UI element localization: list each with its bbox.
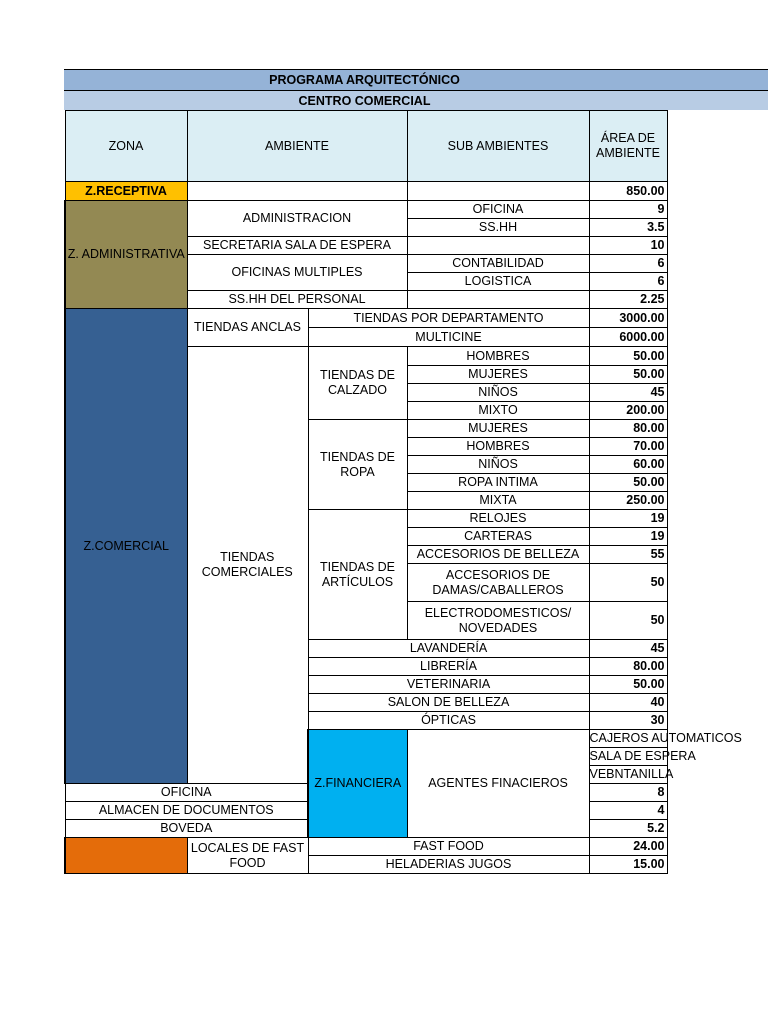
- ambiente-cell: LOCALES DE FAST FOOD: [187, 838, 308, 874]
- sub-ambiente-cell: VETERINARIA: [308, 676, 589, 694]
- sub-ambiente-cell: ACCESORIOS DE DAMAS/CABALLEROS: [407, 564, 589, 602]
- sub-ambiente-cell: ÓPTICAS: [308, 712, 589, 730]
- header-zona: ZONA: [65, 111, 187, 182]
- ambiente-cell: SECRETARIA SALA DE ESPERA: [187, 237, 407, 255]
- category-cell: TIENDAS DE ROPA: [308, 420, 407, 510]
- sub-ambiente-cell: RELOJES: [407, 510, 589, 528]
- area-value: 50: [589, 564, 667, 602]
- area-value: 19: [589, 510, 667, 528]
- area-value: 850.00: [589, 182, 667, 201]
- sub-ambiente-cell: LAVANDERÍA: [308, 640, 589, 658]
- area-value: 50.00: [589, 676, 667, 694]
- sub-ambiente-cell: CAJEROS AUTOMATICOS: [589, 730, 667, 748]
- area-value: 24.00: [589, 838, 667, 856]
- ambiente-cell: TIENDAS COMERCIALES: [187, 347, 308, 784]
- sub-ambiente-cell: HOMBRES: [407, 438, 589, 456]
- area-value: 40: [589, 694, 667, 712]
- title-band: [64, 69, 768, 90]
- header-row: [65, 111, 667, 182]
- zone-administrativa: Z. ADMINISTRATIVA: [65, 201, 187, 309]
- area-value: 30: [589, 712, 667, 730]
- table-row: [65, 201, 667, 219]
- area-value: 200.00: [589, 402, 667, 420]
- sub-ambiente-cell: MIXTO: [407, 402, 589, 420]
- program-table: [64, 110, 742, 874]
- area-value: 6: [589, 255, 667, 273]
- ambiente-cell: SS.HH DEL PERSONAL: [187, 291, 407, 309]
- sub-ambiente-cell: FAST FOOD: [308, 838, 589, 856]
- area-value: 15.00: [589, 856, 667, 874]
- sub-ambiente-cell: VEBNTANILLA: [589, 766, 667, 784]
- sub-ambiente-cell: ROPA INTIMA: [407, 474, 589, 492]
- area-value: 8: [589, 784, 667, 802]
- area-value: 60.00: [589, 456, 667, 474]
- ambiente-cell: OFICINAS MULTIPLES: [187, 255, 407, 291]
- sub-ambiente-cell: MUJERES: [407, 420, 589, 438]
- area-value: 6: [589, 273, 667, 291]
- zone-receptiva: Z.RECEPTIVA: [65, 182, 187, 201]
- sub-ambiente-cell: BOVEDA: [65, 820, 308, 838]
- area-value: 50.00: [589, 366, 667, 384]
- area-value: 3.5: [589, 219, 667, 237]
- cell-empty: [407, 237, 589, 255]
- header-sub-ambientes: SUB AMBIENTES: [407, 111, 589, 182]
- table-title: PROGRAMA ARQUITECTÓNICO: [269, 73, 460, 87]
- sub-ambiente-cell: CONTABILIDAD: [407, 255, 589, 273]
- ambiente-cell: ADMINISTRACION: [187, 201, 407, 237]
- table-row: [65, 182, 667, 201]
- cell-empty: [407, 182, 589, 201]
- area-value: 55: [589, 546, 667, 564]
- zone-food: [65, 838, 187, 874]
- subtitle-band: [64, 90, 768, 110]
- area-value: 45: [589, 384, 667, 402]
- area-value: 80.00: [589, 658, 667, 676]
- zone-financiera: Z.FINANCIERA: [308, 730, 407, 838]
- area-value: 45: [589, 640, 667, 658]
- cell-empty: [187, 182, 407, 201]
- area-value: 50: [589, 602, 667, 640]
- ambiente-cell: AGENTES FINACIEROS: [407, 730, 589, 838]
- sub-ambiente-cell: NIÑOS: [407, 456, 589, 474]
- sub-ambiente-cell: ALMACEN DE DOCUMENTOS: [65, 802, 308, 820]
- sub-ambiente-cell: ELECTRODOMESTICOS/ NOVEDADES: [407, 602, 589, 640]
- area-value: 9: [589, 201, 667, 219]
- sub-ambiente-cell: HELADERIAS JUGOS: [308, 856, 589, 874]
- table-row: [65, 838, 667, 856]
- table-row: [65, 309, 667, 328]
- category-cell: TIENDAS DE ARTÍCULOS: [308, 510, 407, 640]
- sub-ambiente-cell: OFICINA: [407, 201, 589, 219]
- table-subtitle: CENTRO COMERCIAL: [298, 93, 431, 108]
- sub-ambiente-cell: HOMBRES: [407, 347, 589, 366]
- category-cell: TIENDAS DE CALZADO: [308, 347, 407, 420]
- area-value: 10: [589, 237, 667, 255]
- area-value: 70.00: [589, 438, 667, 456]
- area-value: 50.00: [589, 347, 667, 366]
- header-area: ÁREA DE AMBIENTE: [589, 111, 667, 182]
- sub-ambiente-cell: MULTICINE: [308, 328, 589, 347]
- cell-empty: [407, 291, 589, 309]
- sub-ambiente-cell: NIÑOS: [407, 384, 589, 402]
- area-value: 2.25: [589, 291, 667, 309]
- sub-ambiente-cell: SS.HH: [407, 219, 589, 237]
- zone-comercial: Z.COMERCIAL: [65, 309, 187, 784]
- ambiente-cell: TIENDAS ANCLAS: [187, 309, 308, 347]
- area-value: 19: [589, 528, 667, 546]
- sub-ambiente-cell: MUJERES: [407, 366, 589, 384]
- header-ambiente: AMBIENTE: [187, 111, 407, 182]
- sub-ambiente-cell: LIBRERÍA: [308, 658, 589, 676]
- area-value: 6000.00: [589, 328, 667, 347]
- sub-ambiente-cell: SALA DE ESPERA: [589, 748, 667, 766]
- sub-ambiente-cell: MIXTA: [407, 492, 589, 510]
- sub-ambiente-cell: OFICINA: [65, 784, 308, 802]
- area-value: 4: [589, 802, 667, 820]
- area-value: 50.00: [589, 474, 667, 492]
- sub-ambiente-cell: CARTERAS: [407, 528, 589, 546]
- area-value: 3000.00: [589, 309, 667, 328]
- sub-ambiente-cell: ACCESORIOS DE BELLEZA: [407, 546, 589, 564]
- sub-ambiente-cell: TIENDAS POR DEPARTAMENTO: [308, 309, 589, 328]
- area-value: 250.00: [589, 492, 667, 510]
- area-value: 5.2: [589, 820, 667, 838]
- area-value: 80.00: [589, 420, 667, 438]
- sub-ambiente-cell: LOGISTICA: [407, 273, 589, 291]
- sub-ambiente-cell: SALON DE BELLEZA: [308, 694, 589, 712]
